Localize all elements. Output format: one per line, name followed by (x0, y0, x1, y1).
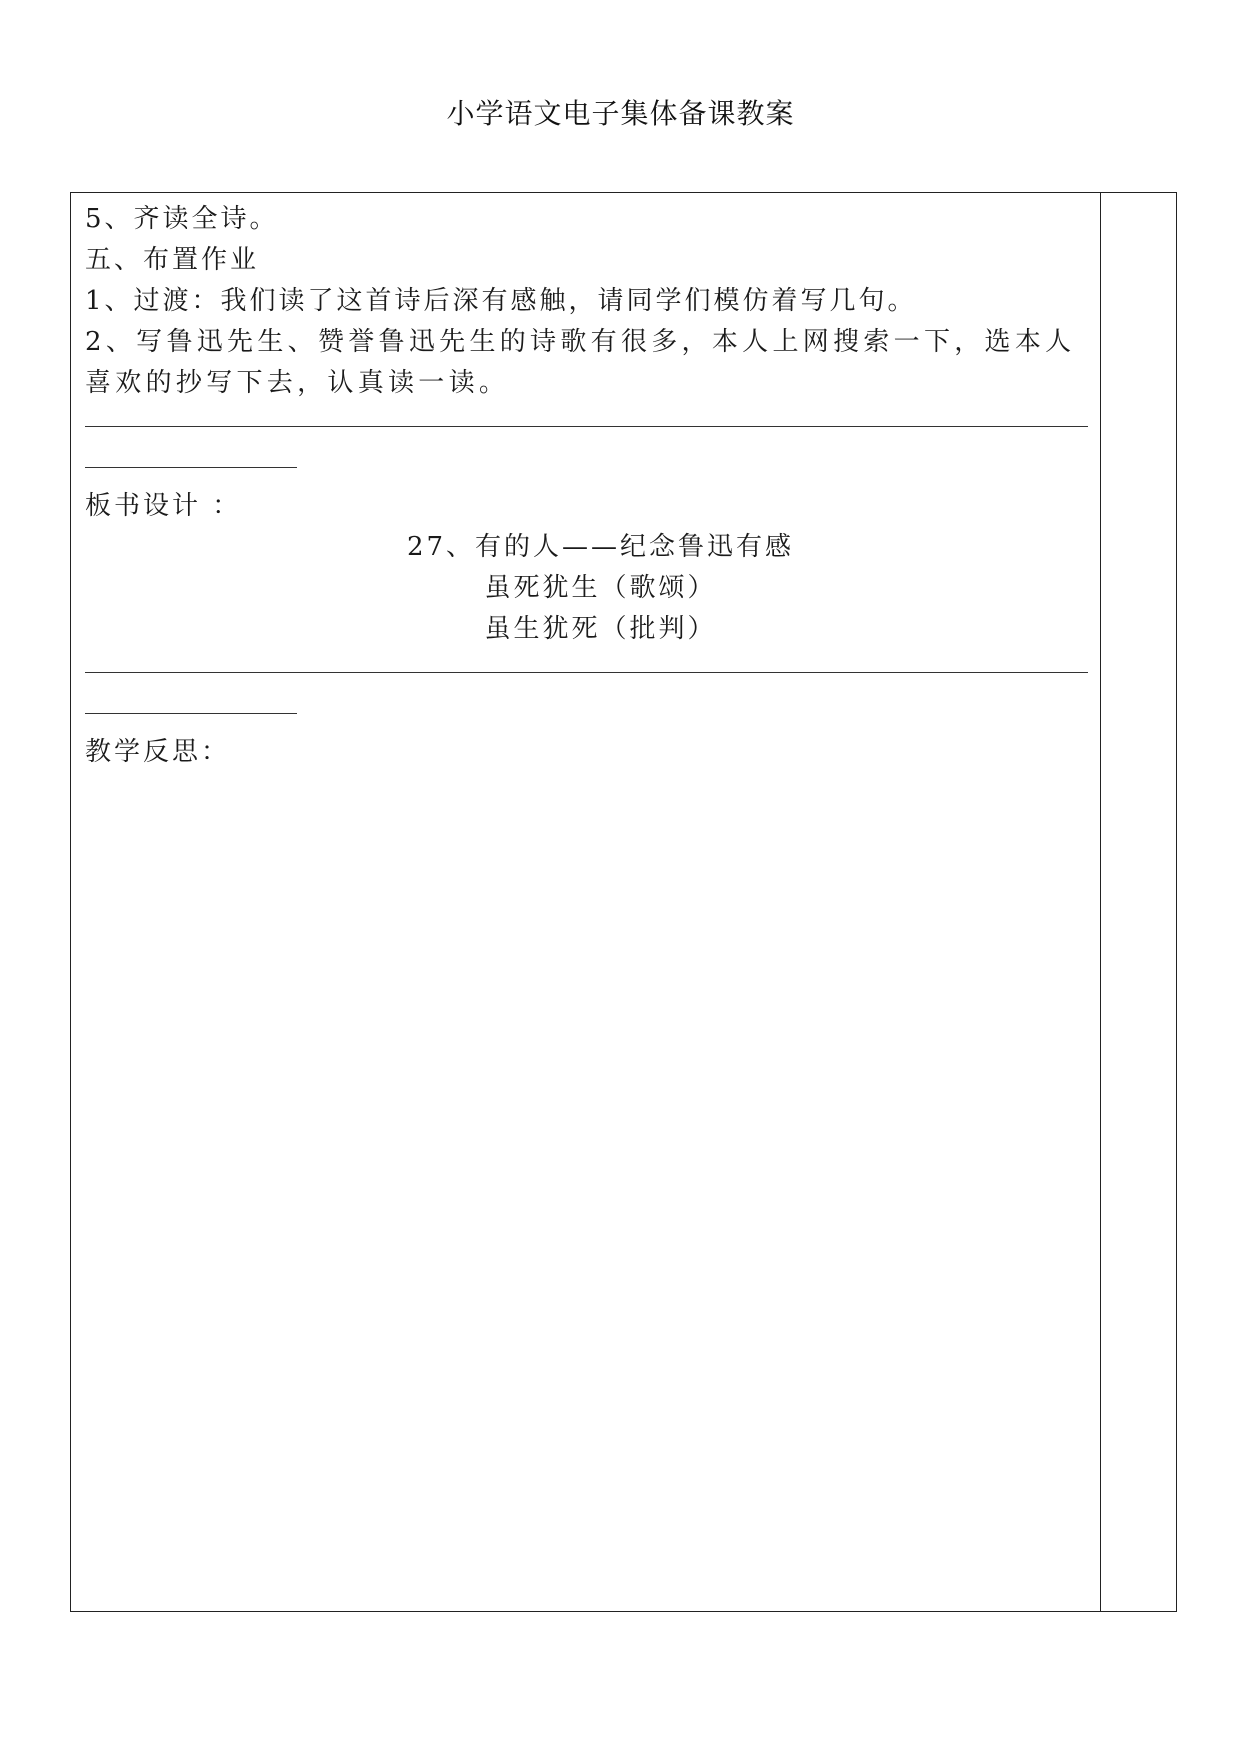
homework-item-2: 2、写鲁迅先生、赞誉鲁迅先生的诗歌有很多，本人上网搜索一下，选本人喜欢的抄写下去，认真读一读。 (85, 327, 1076, 398)
homework-item-1: 1、过渡：我们读了这首诗后深有感触，请同学们模仿着写几句。 (85, 286, 917, 316)
lesson-content-cell (71, 193, 1100, 1611)
document-title: 小学语文电子集体备课教案 (446, 97, 795, 130)
divider-line-2-continued (85, 691, 1088, 732)
divider-line (85, 404, 1088, 445)
step-5-text: 5、齐读全诗。 (85, 204, 279, 234)
divider-line-continued (85, 445, 1088, 486)
teaching-reflection-heading: 教学反思： (85, 737, 231, 767)
board-design-line-2: 虽生犹死（批判） (484, 614, 717, 644)
side-notes-column (1100, 193, 1176, 1611)
board-design-title: 27、有的人——纪念鲁迅有感 (406, 532, 795, 562)
divider-line-2 (85, 650, 1088, 691)
board-design-block (85, 527, 1088, 650)
board-design-heading: 板书设计 ： (85, 491, 242, 521)
lesson-plan-table (70, 192, 1177, 1612)
section-5-heading: 五、布置作业 (85, 245, 260, 275)
board-design-line-1: 虽死犹生（歌颂） (484, 573, 717, 603)
